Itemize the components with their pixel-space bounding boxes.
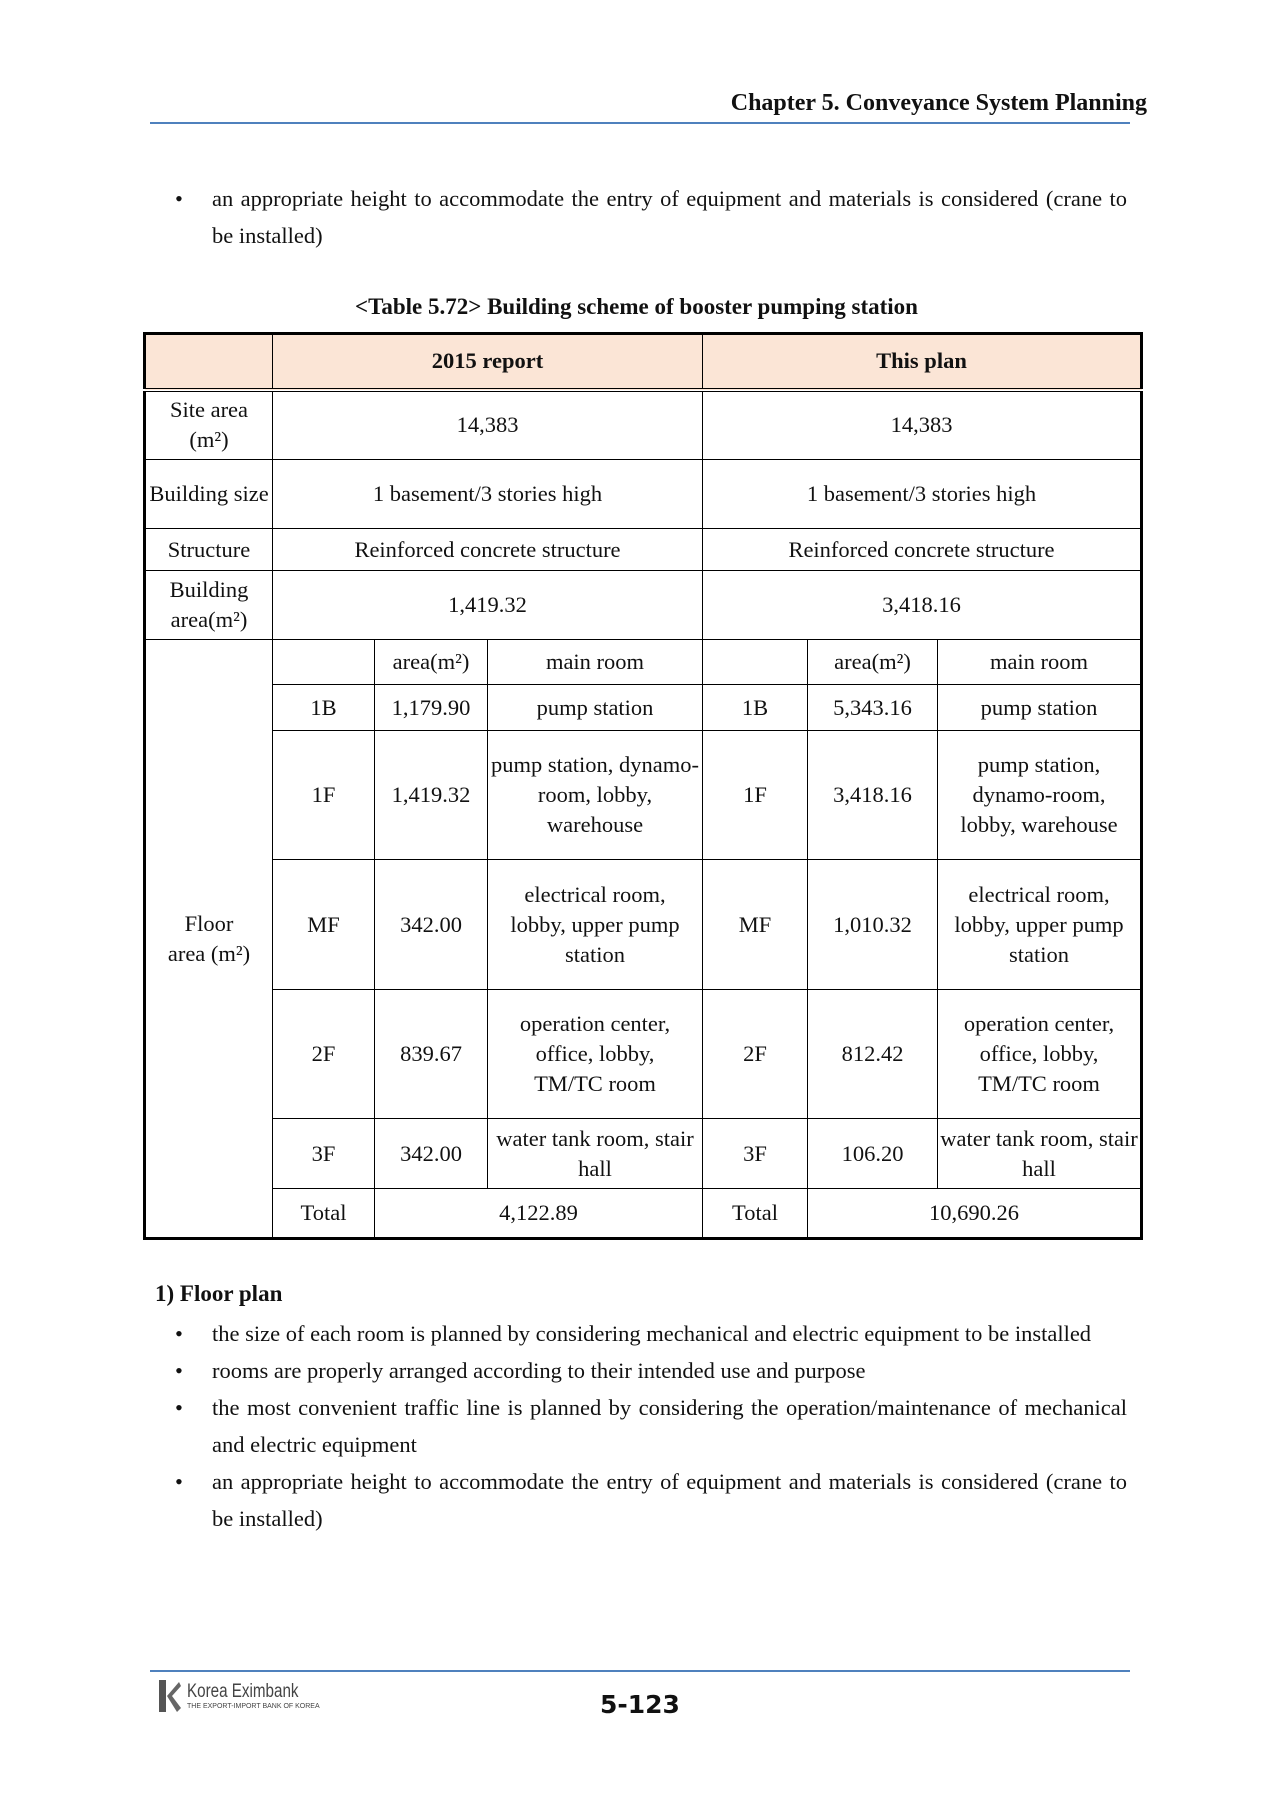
room-2015: pump station (488, 685, 703, 731)
bullet-text: an appropriate height to accommodate the entry of equipment and materials is considered (crane to be installed) (212, 1469, 1127, 1531)
korea-eximbank-logo (157, 1678, 326, 1714)
area-2015: 839.67 (375, 990, 488, 1119)
table-caption: <Table 5.72> Building scheme of booster pumping station (355, 294, 918, 319)
floor: 2F (273, 990, 375, 1119)
value-plan: Reinforced concrete structure (703, 529, 1142, 571)
floor-subheader-row (145, 640, 1142, 685)
floor: 1F (273, 731, 375, 860)
bullet-item (175, 1315, 1127, 1352)
value-2015: 1,419.32 (273, 571, 703, 640)
room-2015: electrical room, lobby, upper pump station (488, 860, 703, 990)
table-row (145, 460, 1142, 529)
header-empty (145, 334, 273, 390)
floor: 2F (703, 990, 808, 1119)
value-2015: 1 basement/3 stories high (273, 460, 703, 529)
room-2015: pump station, dynamo-room, lobby, warehouse (488, 731, 703, 860)
floor: 1B (703, 685, 808, 731)
bullet-item (175, 1389, 1127, 1463)
room-2015: water tank room, stair hall (488, 1119, 703, 1189)
header-2015: 2015 report (273, 334, 703, 390)
value-2015: Reinforced concrete structure (273, 529, 703, 571)
area-plan: 812.42 (808, 990, 938, 1119)
subheader-room: main room (938, 640, 1142, 685)
floor: MF (273, 860, 375, 990)
bullet-marker: • (175, 1469, 183, 1494)
subheader-room: main room (488, 640, 703, 685)
room-plan: pump station, dynamo-room, lobby, warehouse (938, 731, 1142, 860)
area-2015: 342.00 (375, 860, 488, 990)
subheader-area: area(m²) (808, 640, 938, 685)
building-scheme-table (143, 332, 1143, 1240)
row-label: Building size (145, 460, 273, 529)
bullet-text: the most convenient traffic line is planned by considering the operation/maintenance of mechanical and electric equipment (212, 1395, 1127, 1457)
table-row (145, 529, 1142, 571)
value-plan: 14,383 (703, 390, 1142, 460)
bullet-marker: • (175, 1321, 183, 1346)
row-label: Structure (145, 529, 273, 571)
bullet-text: an appropriate height to accommodate the entry of equipment and materials is considered (crane to be installed) (212, 186, 1127, 248)
room-plan: operation center, office, lobby, TM/TC room (938, 990, 1142, 1119)
header-plan: This plan (703, 334, 1142, 390)
floor-row (145, 860, 1142, 990)
empty-cell (703, 640, 808, 685)
room-plan: electrical room, lobby, upper pump station (938, 860, 1142, 990)
area-2015: 342.00 (375, 1119, 488, 1189)
floor-plan-bullets (175, 1315, 1127, 1537)
footer-rule (150, 1670, 1130, 1672)
floor: 3F (703, 1119, 808, 1189)
total-label: Total (703, 1189, 808, 1239)
table-row (145, 390, 1142, 460)
total-2015: 4,122.89 (375, 1189, 703, 1239)
area-2015: 1,419.32 (375, 731, 488, 860)
bullet-item (175, 1352, 1127, 1389)
table-row (145, 571, 1142, 640)
logo-name: Korea Eximbank (187, 1680, 299, 1702)
page-number: 5-123 (600, 1690, 680, 1719)
row-label: Building area(m²) (145, 571, 273, 640)
area-plan: 5,343.16 (808, 685, 938, 731)
table-header-row (145, 334, 1142, 390)
bullet-marker: • (175, 186, 183, 211)
area-plan: 106.20 (808, 1119, 938, 1189)
bullet-marker: • (175, 1395, 183, 1420)
area-2015: 1,179.90 (375, 685, 488, 731)
bullet-text: the size of each room is planned by considering mechanical and electric equipment to be installed (212, 1321, 1092, 1346)
floor-row (145, 990, 1142, 1119)
total-label: Total (273, 1189, 375, 1239)
bullet-text: rooms are properly arranged according to their intended use and purpose (212, 1358, 866, 1383)
area-plan: 3,418.16 (808, 731, 938, 860)
floor: 3F (273, 1119, 375, 1189)
floor-row (145, 731, 1142, 860)
value-2015: 14,383 (273, 390, 703, 460)
area-plan: 1,010.32 (808, 860, 938, 990)
total-row (145, 1189, 1142, 1239)
floor: 1B (273, 685, 375, 731)
logo-tagline: THE EXPORT-IMPORT BANK OF KOREA (187, 1702, 320, 1710)
room-plan: water tank room, stair hall (938, 1119, 1142, 1189)
row-label: Site area (m²) (145, 390, 273, 460)
empty-cell (273, 640, 375, 685)
intro-bullet (175, 180, 1127, 254)
header-rule (150, 122, 1130, 124)
room-plan: pump station (938, 685, 1142, 731)
section-title: 1) Floor plan (155, 1281, 283, 1306)
value-plan: 3,418.16 (703, 571, 1142, 640)
subheader-area: area(m²) (375, 640, 488, 685)
logo-mark-icon (157, 1678, 183, 1714)
floor: 1F (703, 731, 808, 860)
bullet-marker: • (175, 1358, 183, 1383)
chapter-header: Chapter 5. Conveyance System Planning (730, 90, 1147, 116)
room-2015: operation center, office, lobby, TM/TC room (488, 990, 703, 1119)
floor: MF (703, 860, 808, 990)
bullet-item (175, 1463, 1127, 1537)
floor-row (145, 685, 1142, 731)
floor-row (145, 1119, 1142, 1189)
floor-area-label: Floor area (m²) (145, 640, 273, 1239)
value-plan: 1 basement/3 stories high (703, 460, 1142, 529)
total-plan: 10,690.26 (808, 1189, 1142, 1239)
